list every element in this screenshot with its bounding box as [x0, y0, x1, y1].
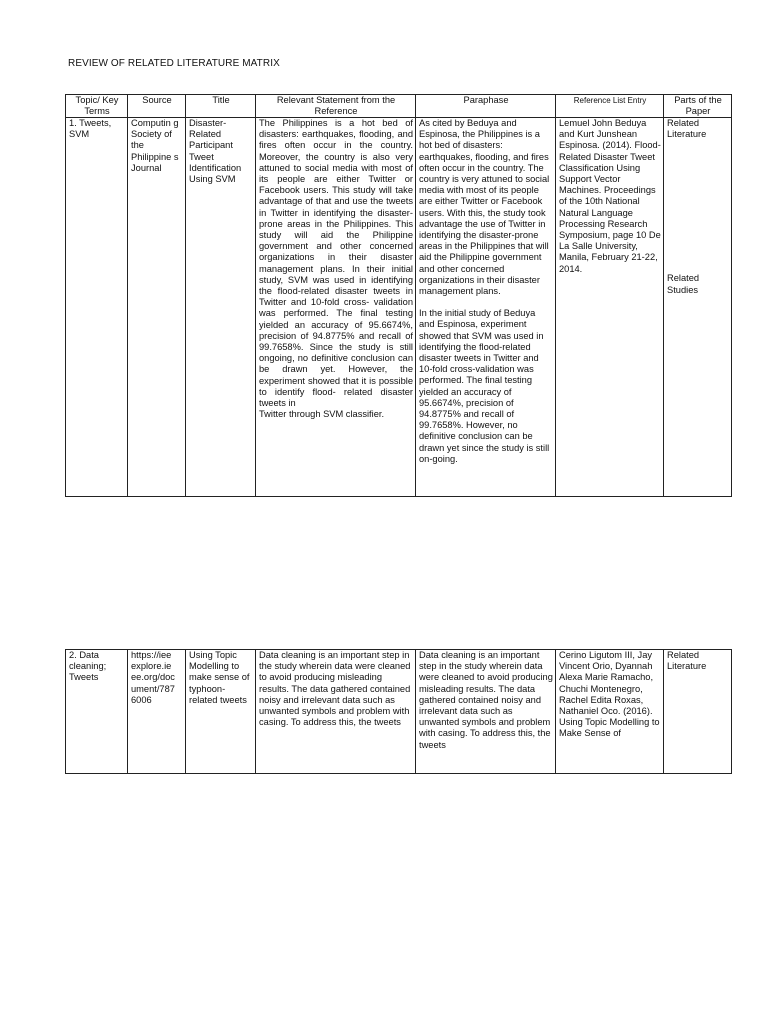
- cell-source: https://iee explore.ie ee.org/doc ument/787 6006: [128, 650, 186, 774]
- header-title: Title: [186, 95, 256, 118]
- header-source: Source: [128, 95, 186, 118]
- cell-reference-entry: Cerino Ligutom III, Jay Vincent Orio, Dyannah Alexa Marie Ramacho, Chuchi Montenegro, Rachel Edita Roxas, Nathaniel Oco. (2016). Using Topic Modelling to Make Sense of: [556, 650, 664, 774]
- cell-parts-of-paper: [664, 118, 732, 497]
- parts-related-studies: Related Studies: [667, 273, 700, 295]
- cell-title: Disaster-Related Participant Tweet Identification Using SVM: [186, 118, 256, 497]
- cell-parts-of-paper: Related Literature: [664, 650, 732, 774]
- table-row: [66, 650, 732, 774]
- relevant-statement-text-end: Twitter through SVM classifier.: [259, 409, 385, 420]
- header-reference-list-entry: Reference List Entry: [556, 95, 664, 118]
- cell-source: Computin g Society of the Philippine s Journal: [128, 118, 186, 497]
- table-row: [66, 118, 732, 497]
- header-paraphase: Paraphase: [416, 95, 556, 118]
- cell-title: Using Topic Modelling to make sense of typhoon-related tweets: [186, 650, 256, 774]
- literature-matrix-table-1: [65, 94, 732, 497]
- cell-paraphase: [416, 118, 556, 497]
- cell-paraphase: Data cleaning is an important step in the study wherein data were cleaned to avoid producing misleading results. The data gathered contained noisy and irrelevant data such as unwanted symbols and problem with casing. To address this, the tweets: [416, 650, 556, 774]
- header-relevant-statement: Relevant Statement from the Reference: [256, 95, 416, 118]
- relevant-statement-text: The Philippines is a hot bed of disasters: earthquakes, flooding, and fires often occur in the country. Moreover, the country is also very attuned to social media with most of its people are either Twitter or Facebook users. This study will take advantage of that and use the tweets in Twitter in identifying the disaster-prone areas in the Philippines. This study will aid the Philippine government and other concerned organizations in their disaster management plans. In their initial study, SVM was used in identifying the flood-related disaster tweets in Twitter and 10-fold cross- validation was performed. The final testing yielded an accuracy of 95.6674%, precision of 94.8775% and recall of 99.7658%. Since the study is still ongoing, no definitive conclusion can be drawn yet. However, the experiment showed that it is possible to identify flood- related disaster tweets in: [259, 118, 413, 409]
- header-row: [66, 95, 732, 118]
- document-title: REVIEW OF RELATED LITERATURE MATRIX: [68, 58, 280, 69]
- literature-matrix-table-2: [65, 649, 732, 774]
- cell-reference-entry: Lemuel John Beduya and Kurt Junshean Espinosa. (2014). Flood-Related Disaster Tweet Classification Using Support Vector Machines. Proceedings of the 10th National Natural Language Processing Research Symposium, page 10 De La Salle University, Manila, February 21-22, 2014.: [556, 118, 664, 497]
- header-topic: Topic/ Key Terms: [66, 95, 128, 118]
- cell-relevant-statement: Data cleaning is an important step in the study wherein data were cleaned to avoid producing misleading results. The data gathered contained noisy and irrelevant data such as unwanted symbols and problem with casing. To address this, the tweets: [256, 650, 416, 774]
- header-parts-of-paper: Parts of the Paper: [664, 95, 732, 118]
- cell-topic: 1. Tweets, SVM: [66, 118, 128, 497]
- parts-related-literature: Related Literature: [667, 118, 707, 140]
- cell-topic: 2. Data cleaning; Tweets: [66, 650, 128, 774]
- paraphase-paragraph-1: As cited by Beduya and Espinosa, the Philippines is a hot bed of disasters: earthquakes, flooding, and fires often occur in the country. The country is very attuned to social media with most of its people are either Twitter or Facebook users. With this, the study took advantage the use of Twitter in identifying the disaster-prone areas in the Philippines that will aid the Philippine government and other concerned organizations in their disaster management plans.: [419, 118, 550, 297]
- cell-relevant-statement: [256, 118, 416, 497]
- paraphase-paragraph-2: In the initial study of Beduya and Espinosa, experiment showed that SVM was used in identifying the flood-related disaster tweets in Twitter and 10-fold cross-validation was performed. The final testing yielded an accuracy of 95.6674%, precision of 94.8775% and recall of 99.7658%. However, no definitive conclusion can be drawn yet since the study is still on-going.: [419, 308, 550, 464]
